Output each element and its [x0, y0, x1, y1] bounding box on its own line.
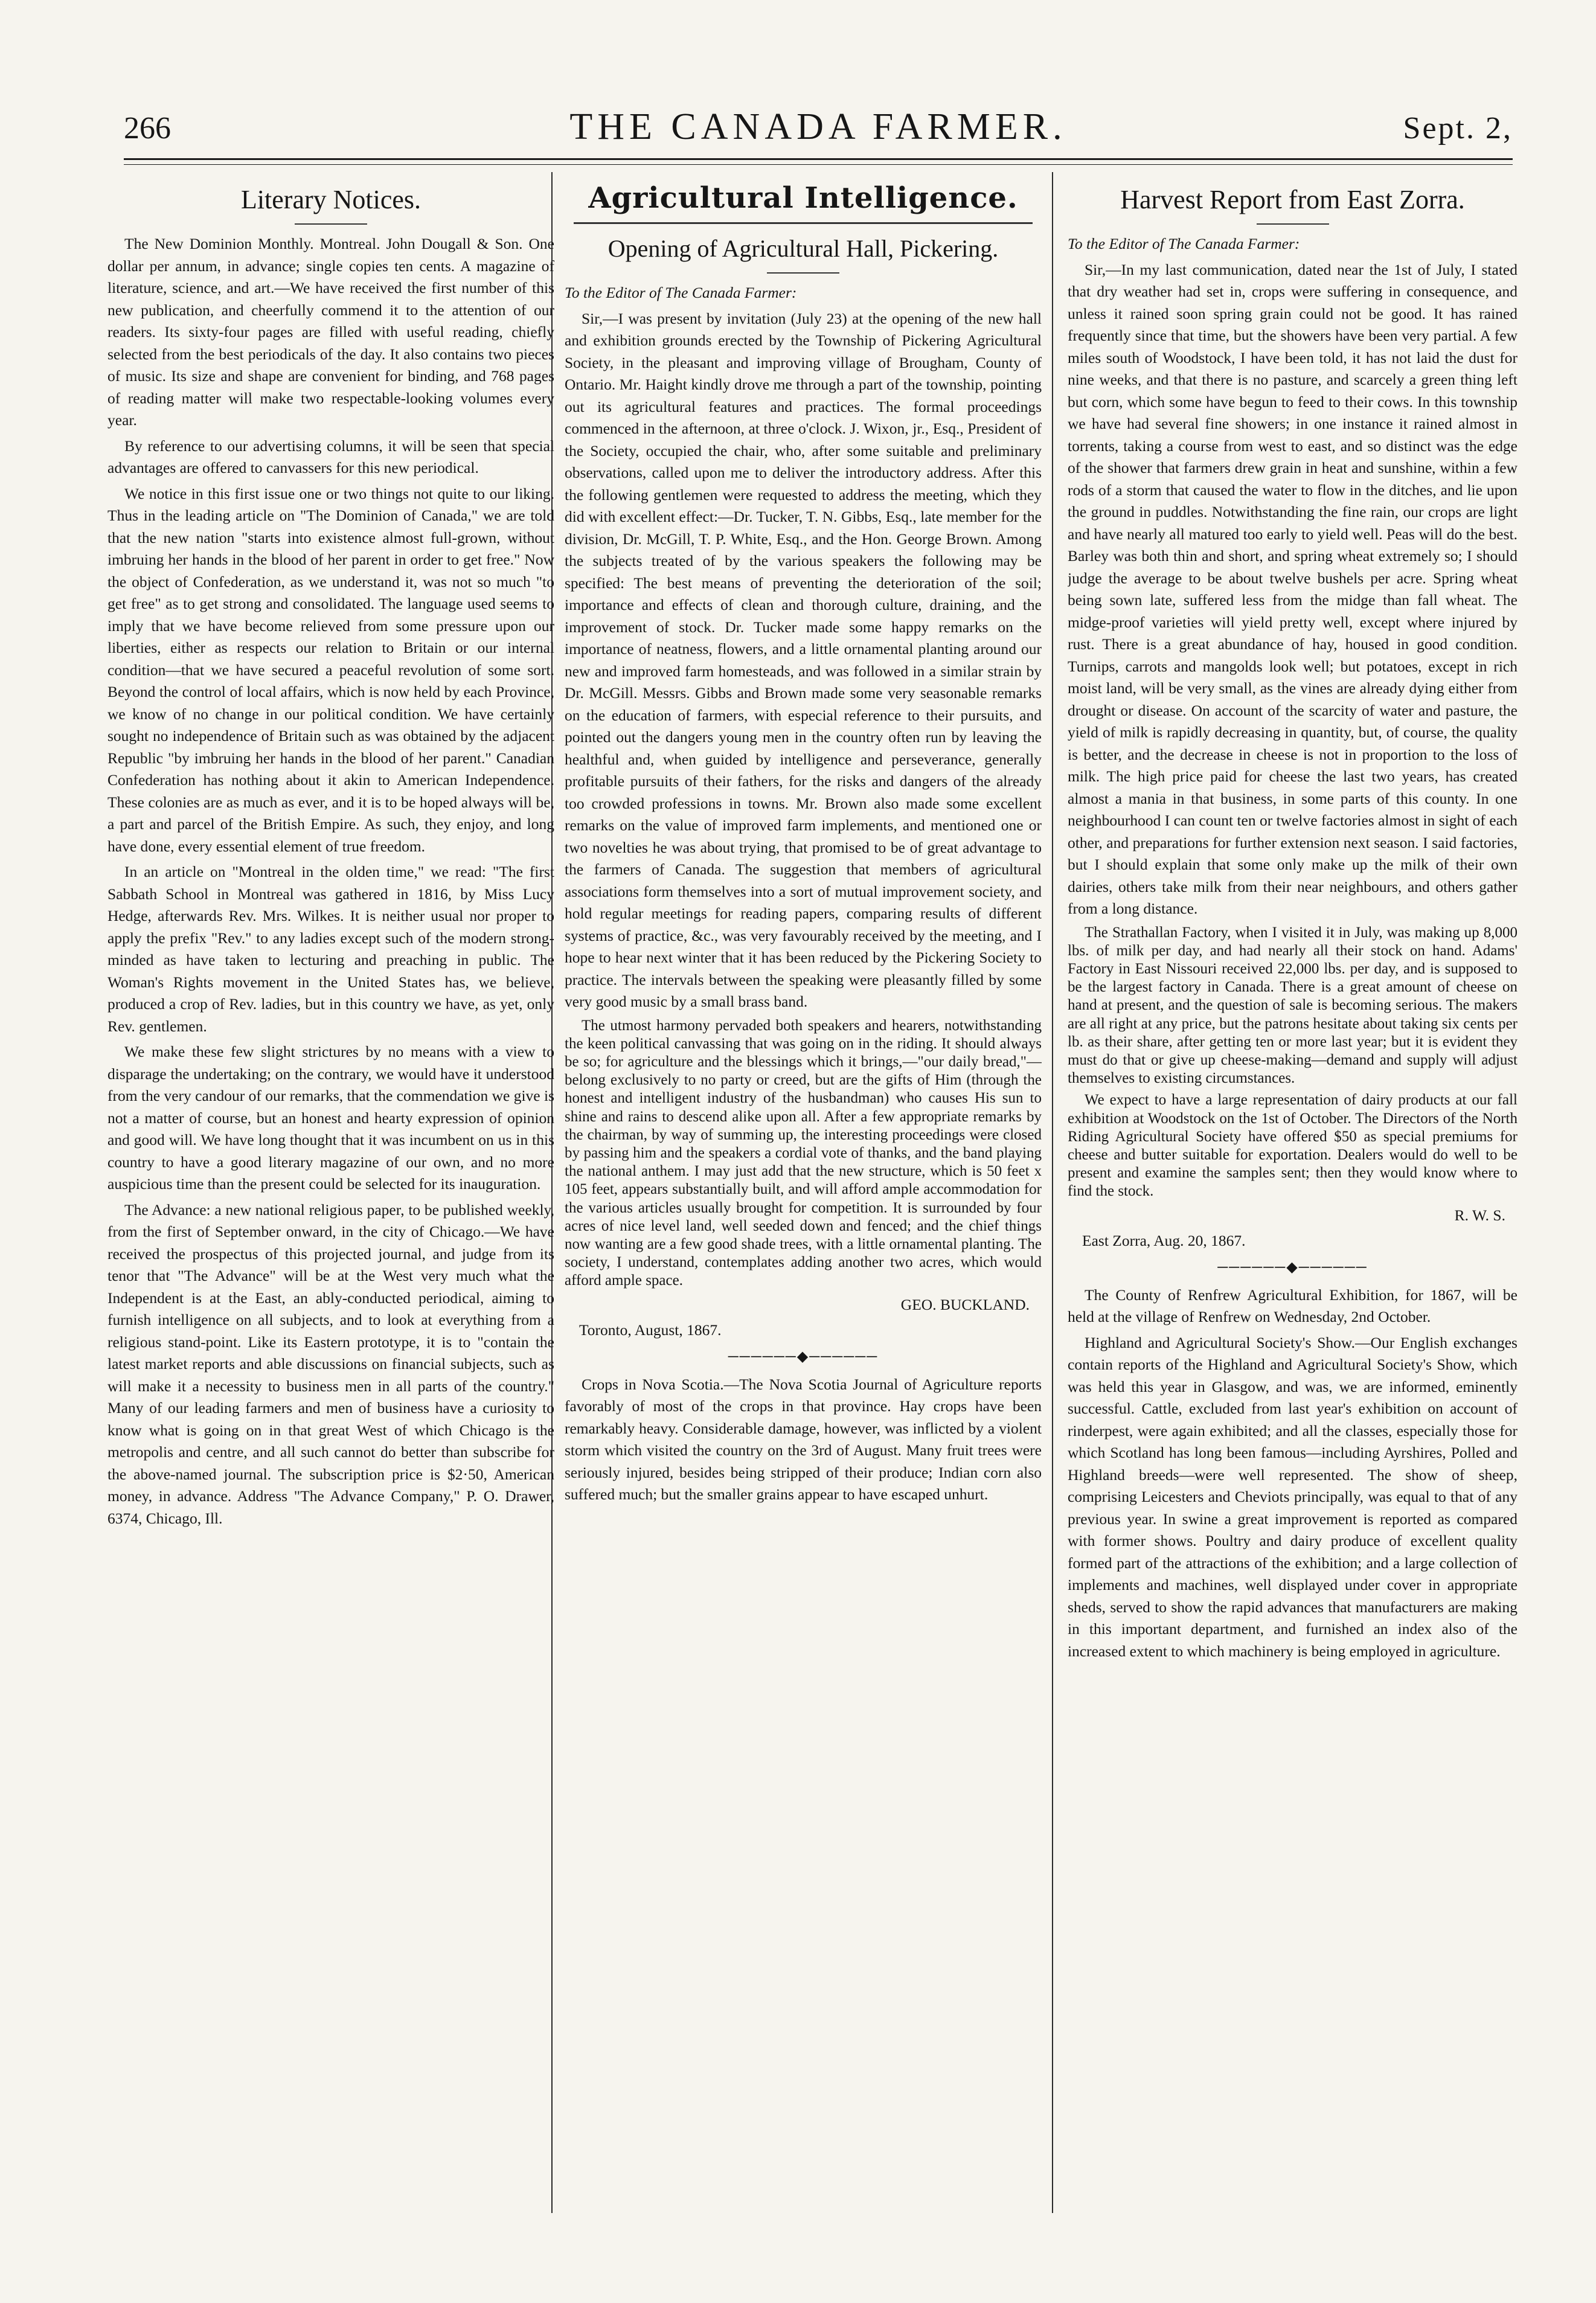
signature: R. W. S. [1454, 1206, 1505, 1224]
article-heading: Opening of Agricultural Hall, Pickering. [607, 235, 999, 262]
dateline: East Zorra, Aug. 20, 1867. [1082, 1232, 1246, 1250]
article-heading: Harvest Report from East Zorra. [1120, 185, 1465, 214]
article-paragraph: The utmost harmony pervaded both speakers and hearers, notwithstanding the keen political canvassing that was going on in the riding. It should always be so; for agriculture and the blessings which it brings,—"our daily bread,"—belong exclusively to no party or creed, but are the gifts of Him (through the honest and intelligent industry of the husbandman) who causes His sun to shine and rains to descend alike upon all. After a few appropriate remarks by the chairman, by way of summing up, the interesting proceedings were closed by passing him and the speakers a cordial vote of thanks, and the band playing the national anthem. I may just add that the new structure, which is 50 feet x 105 feet, appears substantially built, and will afford ample accommodation for the various articles usually brought for competition. It is surrounded by four acres of nice level land, well seeded down and fenced; and the chief things now wanting are a few good shade trees, with a little ornamental planting. The society, I understand, contemplates adding another two acres, which would afford ample space. [565, 1017, 1042, 1289]
masthead [124, 106, 1513, 154]
section-heading: Literary Notices. [240, 185, 421, 214]
dateline: Toronto, August, 1867. [579, 1321, 722, 1339]
column-literary-notices [107, 175, 554, 2222]
article-paragraph: We make these few slight strictures by no means with a view to disparage the undertaking; on the contrary, we would have it understood from the very candour of our remarks, that the commendation we give is not a matter of course, but an honest and hearty expression of opinion and good will. We have long thought that it was incumbent on us in this country to have a good literary magazine of our own, and no more auspicious time than the present could be selected for its inauguration. [107, 1043, 554, 1193]
masthead-rule [124, 158, 1513, 160]
page-number: 266 [124, 111, 171, 146]
article-paragraph: We notice in this first issue one or two things not quite to our liking. Thus in the leading article on "The Dominion of Canada," we are told that the new nation "starts into existence almost full-grown, without imbruing her hands in the blood of her parent in order to get free." Now the object of Confederation, as we understand it, was not so much "to get free" as to get strong and consolidated. The language used seems to imply that we have become relieved from some pressure upon our liberties, either as respects our relation to Britain or our internal condition—that we have secured a peaceful revolution of some sort. Beyond the control of local affairs, which is now held by each Province, we know of no change in our political condition. We have certainly sought no independence of Britain such as was obtained by the adjacent Republic "by imbruing her hands in the blood of her parent." Canadian Confederation has nothing about it akin to American Independence. These colonies are as much as ever, and it is to be hoped always will be, a part and parcel of the British Empire. As such, they enjoy, and long have done, every essential element of true freedom. [107, 484, 554, 855]
masthead-rule-thin [124, 164, 1513, 165]
article-paragraph: The New Dominion Monthly. Montreal. John Dougall & Son. One dollar per annum, in advance; single copies ten cents. A magazine of literature, science, and art.—We have received the first number of this new publication, and cheerfully commend it to the attention of our readers. Its sixty-four pages are filled with useful reading, chiefly selected from the best periodicals of the day. It also contains two pieces of music. Its size and shape are convenient for binding, and 768 pages of reading matter will make two respectable-looking volumes every year. [107, 235, 554, 429]
salutation: To the Editor of The Canada Farmer: [1068, 235, 1300, 252]
article-paragraph: By reference to our advertising columns, it will be seen that special advantages are offered to canvassers for this new periodical. [107, 437, 554, 476]
article-paragraph: Crops in Nova Scotia.—The Nova Scotia Journal of Agriculture reports favorably of most of the crops in that province. Hay crops have been remarkably heavy. Considerable damage, however, was inflicted by a violent storm which visited the country on the 3rd of August. Many fruit trees were seriously injured, besides being stripped of their produce; Indian corn also suffered much; but the smaller grains appear to have escaped unhurt. [565, 1375, 1042, 1504]
article-paragraph: The County of Renfrew Agricultural Exhibition, for 1867, will be held at the village of Renfrew on Wednesday, 2nd October. [1068, 1286, 1517, 1326]
heading-rule [1257, 223, 1329, 225]
section-title: Agricultural Intelligence. [588, 181, 1018, 215]
article-paragraph: Highland and Agricultural Society's Show.—Our English exchanges contain reports of the Highland and Agricultural Society's Show, which was held this year in Glasgow, and was, we are informed, eminently successful. Cattle, excluded from last year's exhibition on account of rinderpest, were again exhibited; and all the classes, especially those for which Scotland has long been famous—including Ayrshires, Polled and Highland breeds—were well represented. The show of sheep, comprising Leicesters and Cheviots principally, was equal to that of any previous year. In swine a great improvement is reported as compared with former shows. Poultry and dairy produce of excellent quality formed part of the attractions of the exhibition; and a large collection of implements and machines, well displayed under cover in appropriate sheds, served to show the rapid advances that manufacturers are making in this important department, and furnished an index also of the increased extent to which machinery is being employed in agriculture. [1068, 1333, 1517, 1660]
section-rule [574, 222, 1033, 224]
article-paragraph: We expect to have a large representation of dairy products at our fall exhibition at Woodstock on the 1st of October. The Directors of the North Riding Agricultural Society have offered $50 as special premiums for cheese and butter suitable for exportation. Dealers would do well to be present and examine the samples sent; then they would know where to find the stock. [1068, 1092, 1517, 1200]
article-paragraph: Sir,—In my last communication, dated near the 1st of July, I stated that dry weather had set in, crops were suffering in consequence, and unless it rained soon spring grain could not be good. It has rained frequently since that time, but the showers have been very partial. A few miles south of Woodstock, I have been told, it has not laid the dust for nine weeks, and that there is no pasture, and scarcely a green thing left but corn, which some have begun to feed to their cows. In this township we have had several fine showers; in one instance it rained almost in torrents, taking a course from west to east, and so distinct was the edge of the shower that farmers drew grain in heat and sunshine, within a few rods of a storm that caused the water to flow in the ditches, and lie upon the ground in puddles. Notwithstanding the fine rain, our crops are light and have nearly all matured too early to yield well. Peas will do the best. Barley was both thin and short, and spring wheat extremely so; I should judge the average to be about twelve bushels per acre. Spring wheat being sown late, suffered less from the midge than fall wheat. The midge-proof varieties will yield pretty well, except where injured by rust. There is a great abundance of hay, housed in good condition. Turnips, carrots and mangolds look well; but potatoes, except in rich moist land, will be very small, as the vines are already dying either from drought or disease. On account of the scarcity of water and pasture, the yield of milk is rapidly decreasing in quantity, but, of course, the quality is better, and the decrease in cheese is not in proportion to the loss of milk. The high price paid for cheese the last two years, has created almost a mania in that business, in some parts of this county. In one neighbourhood I can count ten or twelve factories almost in sight of each other, and preparations for further extension next season. I said factories, but I should explain that some only make up the milk of their own dairies, others take milk from their near neighbours, and others gather from a long distance. [1068, 260, 1517, 917]
signature: GEO. BUCKLAND. [900, 1295, 1030, 1313]
heading-rule [767, 272, 839, 274]
column-divider [1052, 172, 1053, 2213]
salutation: To the Editor of The Canada Farmer: [565, 284, 797, 301]
ornament-divider: ──────◆────── [1217, 1259, 1368, 1275]
column-agricultural-intelligence [565, 175, 1042, 2222]
column-harvest-report [1068, 175, 1517, 2222]
article-paragraph: Sir,—I was present by invitation (July 23) at the opening of the new hall and exhibition grounds erected by the Township of Pickering Agricultural Society, in the pleasant and improving village of Brougham, County of Ontario. Mr. Haight kindly drove me through a part of the township, pointing out its agricultural features and practices. The formal proceedings commenced in the afternoon, at three o'clock. J. Wixon, jr., Esq., President of the Society, occupied the chair, who, after some suitable and preliminary observations, called upon me to deliver the introductory address. After this the following gentlemen were requested to address the meeting, which they did with excellent effect:—Dr. Tucker, T. N. Gibbs, Esq., late member for the division, Dr. McGill, T. P. White, Esq., and the Hon. George Brown. Among the subjects treated of by the various speakers the following may be specified: The best means of preventing the deterioration of the soil; importance and effects of clean and thorough culture, draining, and the improvement of stock. Dr. Tucker made some happy remarks on the importance of neatness, flowers, and a little ornamental planting around our new and improved farm homesteads, and was followed in a similar strain by Dr. McGill. Messrs. Gibbs and Brown made some very seasonable remarks on the education of farmers, with especial reference to their pursuits, and pointed out the dangers young men in the country often run by leaving the healthful and, when guided by intelligence and perseverance, generally profitable pursuits of their fathers, for the risks and dangers of the already too crowded professions in towns. Mr. Brown also made some excellent remarks on the value of improved farm implements, and mentioned one or two novelties he was about trying, that promised to be of great advantage to the farmers of Canada. The suggestion that members of agricultural associations form themselves into a sort of mutual improvement society, and hold regular meetings for reading papers, comparing results of different systems of practice, &c., was very favourably received by the meeting, and I hope to hear next winter that it has been reduced by the Pickering Society to practice. The intervals between the speaking were pleasantly filled by some very good music by a small brass band. [565, 309, 1042, 1010]
newspaper-title: THE CANADA FARMER. [569, 106, 1067, 147]
heading-rule [295, 223, 367, 225]
ornament-divider: ──────◆────── [728, 1348, 879, 1365]
issue-date: Sept. 2, [1403, 111, 1513, 146]
article-paragraph: In an article on "Montreal in the olden time," we read: "The first Sabbath School in Montreal was gathered in 1816, by Miss Lucy Hedge, afterwards Rev. Mrs. Wilkes. It is neither usual nor proper to apply the prefix "Rev." to any ladies except such of the modern strong-minded as have taken to lecturing and preaching in public. The Woman's Rights movement in the United States has, we believe, produced a crop of Rev. ladies, but in this country we have, as yet, only Rev. gentlemen. [107, 863, 554, 1035]
article-paragraph: The Advance: a new national religious paper, to be published weekly, from the first of September onward, in the city of Chicago.—We have received the prospectus of this projected journal, and judge from its tenor that "The Advance" will be at the West very much what the Independent is at the East, an ably-conducted periodical, aiming to furnish intelligence on all subjects, and to look at everything from a religious stand-point. Like its Eastern prototype, it is to "contain the latest market reports and able discussions on financial subjects, such as will make it a necessity to business men in all parts of the country." Many of our leading farmers and men of business have a curiosity to know what is going on in that great West of which Chicago is the metropolis and centre, and all such cannot do better than subscribe for the above-named journal. The subscription price is $2·50, American money, in advance. Address "The Advance Company," P. O. Drawer, 6374, Chicago, Ill. [107, 1200, 554, 1527]
article-paragraph: The Strathallan Factory, when I visited it in July, was making up 8,000 lbs. of milk per day, and had nearly all their stock on hand. Adams' Factory in East Nissouri received 22,000 lbs. per day, and is supposed to be the largest factory in Canada. There is a great amount of cheese on hand at present, and the question of sale is becoming serious. The makers are all right at any price, but the patrons hesitate about taking six cents per lb. as their share, after getting ten or more last year; but it is evident they must do that or give up cheese-making—demand and supply will adjust themselves to existing circumstances. [1068, 924, 1517, 1087]
